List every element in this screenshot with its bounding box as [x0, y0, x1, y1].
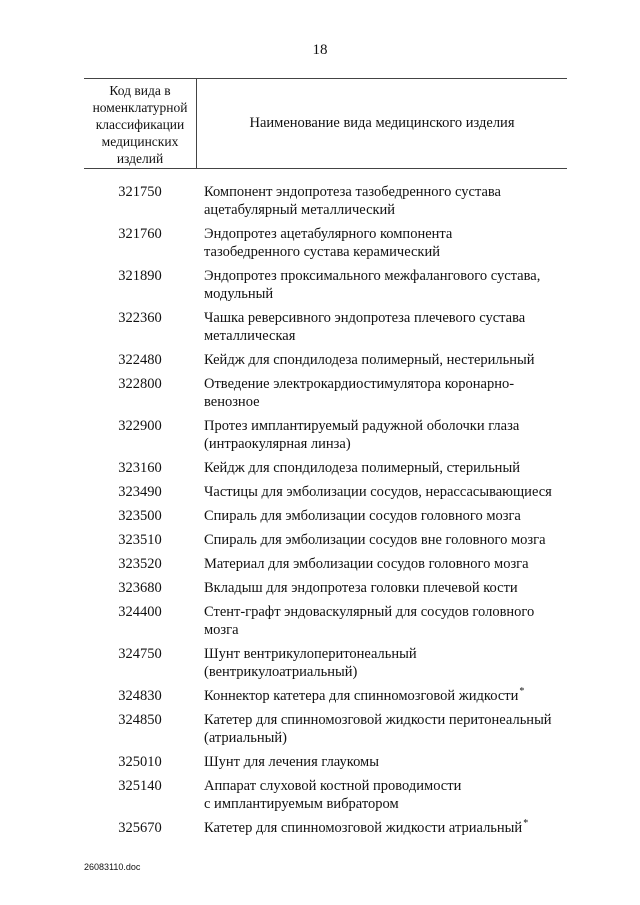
device-name: Стент-графт эндоваскулярный для сосудов головного мозга	[204, 604, 535, 638]
table-row	[84, 459, 574, 477]
device-code: 323500	[118, 508, 162, 524]
table-row	[84, 645, 574, 681]
table-row	[84, 417, 574, 453]
code-column-header: Код вида в номенклатурной классификации медицинских изделий	[92, 83, 188, 166]
device-name-cell	[204, 351, 574, 369]
device-name-cell	[204, 183, 574, 219]
device-name-cell	[204, 267, 574, 303]
device-name-cell	[204, 579, 574, 597]
device-code: 323510	[118, 532, 162, 548]
device-code: 322480	[118, 352, 162, 368]
device-code: 322800	[118, 376, 162, 392]
table-row	[84, 183, 574, 219]
table-row	[84, 375, 574, 411]
device-name: Отведение электрокардиостимулятора коронарно- венозное	[204, 376, 515, 410]
device-name: Шунт вентрикулоперитонеальный (вентрикулоатриальный)	[204, 646, 417, 680]
device-name: Спираль для эмболизации сосудов головного мозга	[204, 508, 521, 524]
header-bottom-border	[84, 168, 567, 169]
device-name: Кейдж для спондилодеза полимерный, нестерильный	[204, 352, 535, 368]
device-code: 324750	[118, 646, 162, 662]
device-name-cell	[204, 555, 574, 573]
device-code: 323520	[118, 556, 162, 572]
device-name: Материал для эмболизации сосудов головного мозга	[204, 556, 529, 572]
device-name-cell	[204, 309, 574, 345]
table-row	[84, 687, 574, 705]
device-name: Катетер для спинномозговой жидкости атриальный	[204, 820, 523, 836]
device-code: 321750	[118, 184, 162, 200]
device-name-cell	[204, 531, 574, 549]
device-name-cell	[204, 375, 574, 411]
device-name: Аппарат слуховой костной проводимости с имплантируемым вибратором	[204, 778, 462, 812]
device-name-cell	[204, 819, 574, 837]
table-row	[84, 603, 574, 639]
device-name: Протез имплантируемый радужной оболочки глаза (интраокулярная линза)	[204, 418, 520, 452]
device-name-cell	[204, 459, 574, 477]
device-name: Кейдж для спондилодеза полимерный, стерильный	[204, 460, 520, 476]
device-name-cell	[204, 753, 574, 771]
device-name-cell	[204, 225, 574, 261]
device-code: 322360	[118, 310, 162, 326]
device-name-cell	[204, 417, 574, 453]
device-name-cell	[204, 777, 574, 813]
footnote-mark: *	[519, 686, 525, 698]
device-table-body	[84, 183, 574, 843]
table-row	[84, 819, 574, 837]
device-name: Частицы для эмболизации сосудов, нерассасывающиеся	[204, 484, 552, 500]
device-name: Чашка реверсивного эндопротеза плечевого сустава металлическая	[204, 310, 526, 344]
table-row	[84, 225, 574, 261]
device-code: 321890	[118, 268, 162, 284]
device-name: Эндопротез проксимального межфалангового сустава, модульный	[204, 268, 541, 302]
table-row	[84, 711, 574, 747]
table-top-border	[84, 78, 567, 79]
table-row	[84, 753, 574, 771]
device-code: 325670	[118, 820, 162, 836]
name-column-header: Наименование вида медицинского изделия	[249, 115, 515, 131]
device-name: Компонент эндопротеза тазобедренного сустава ацетабулярный металлический	[204, 184, 501, 218]
table-row	[84, 531, 574, 549]
table-row	[84, 267, 574, 303]
footnote-mark: *	[523, 818, 529, 830]
device-name-cell	[204, 645, 574, 681]
table-row	[84, 351, 574, 369]
device-code: 324400	[118, 604, 162, 620]
device-name-cell	[204, 711, 574, 747]
device-code: 323680	[118, 580, 162, 596]
device-name: Шунт для лечения глаукомы	[204, 754, 379, 770]
table-row	[84, 507, 574, 525]
table-row	[84, 777, 574, 813]
device-name: Катетер для спинномозговой жидкости перитонеальный (атриальный)	[204, 712, 552, 746]
device-code: 325010	[118, 754, 162, 770]
table-row	[84, 555, 574, 573]
table-row	[84, 483, 574, 501]
device-name: Коннектор катетера для спинномозговой жидкости	[204, 688, 519, 704]
device-code: 325140	[118, 778, 162, 794]
device-name-cell	[204, 483, 574, 501]
device-code: 321760	[118, 226, 162, 242]
table-row	[84, 579, 574, 597]
device-code: 323160	[118, 460, 162, 476]
device-code: 322900	[118, 418, 162, 434]
device-code: 323490	[118, 484, 162, 500]
device-name: Эндопротез ацетабулярного компонента тазобедренного сустава керамический	[204, 226, 453, 260]
page-number: 18	[312, 42, 328, 58]
device-code: 324850	[118, 712, 162, 728]
device-name-cell	[204, 507, 574, 525]
footer-filename: 26083110.doc	[84, 862, 141, 872]
device-name: Вкладыш для эндопротеза головки плечевой кости	[204, 580, 518, 596]
table-row	[84, 309, 574, 345]
device-name-cell	[204, 603, 574, 639]
device-name: Спираль для эмболизации сосудов вне головного мозга	[204, 532, 546, 548]
device-code: 324830	[118, 688, 162, 704]
device-name-cell	[204, 687, 574, 705]
